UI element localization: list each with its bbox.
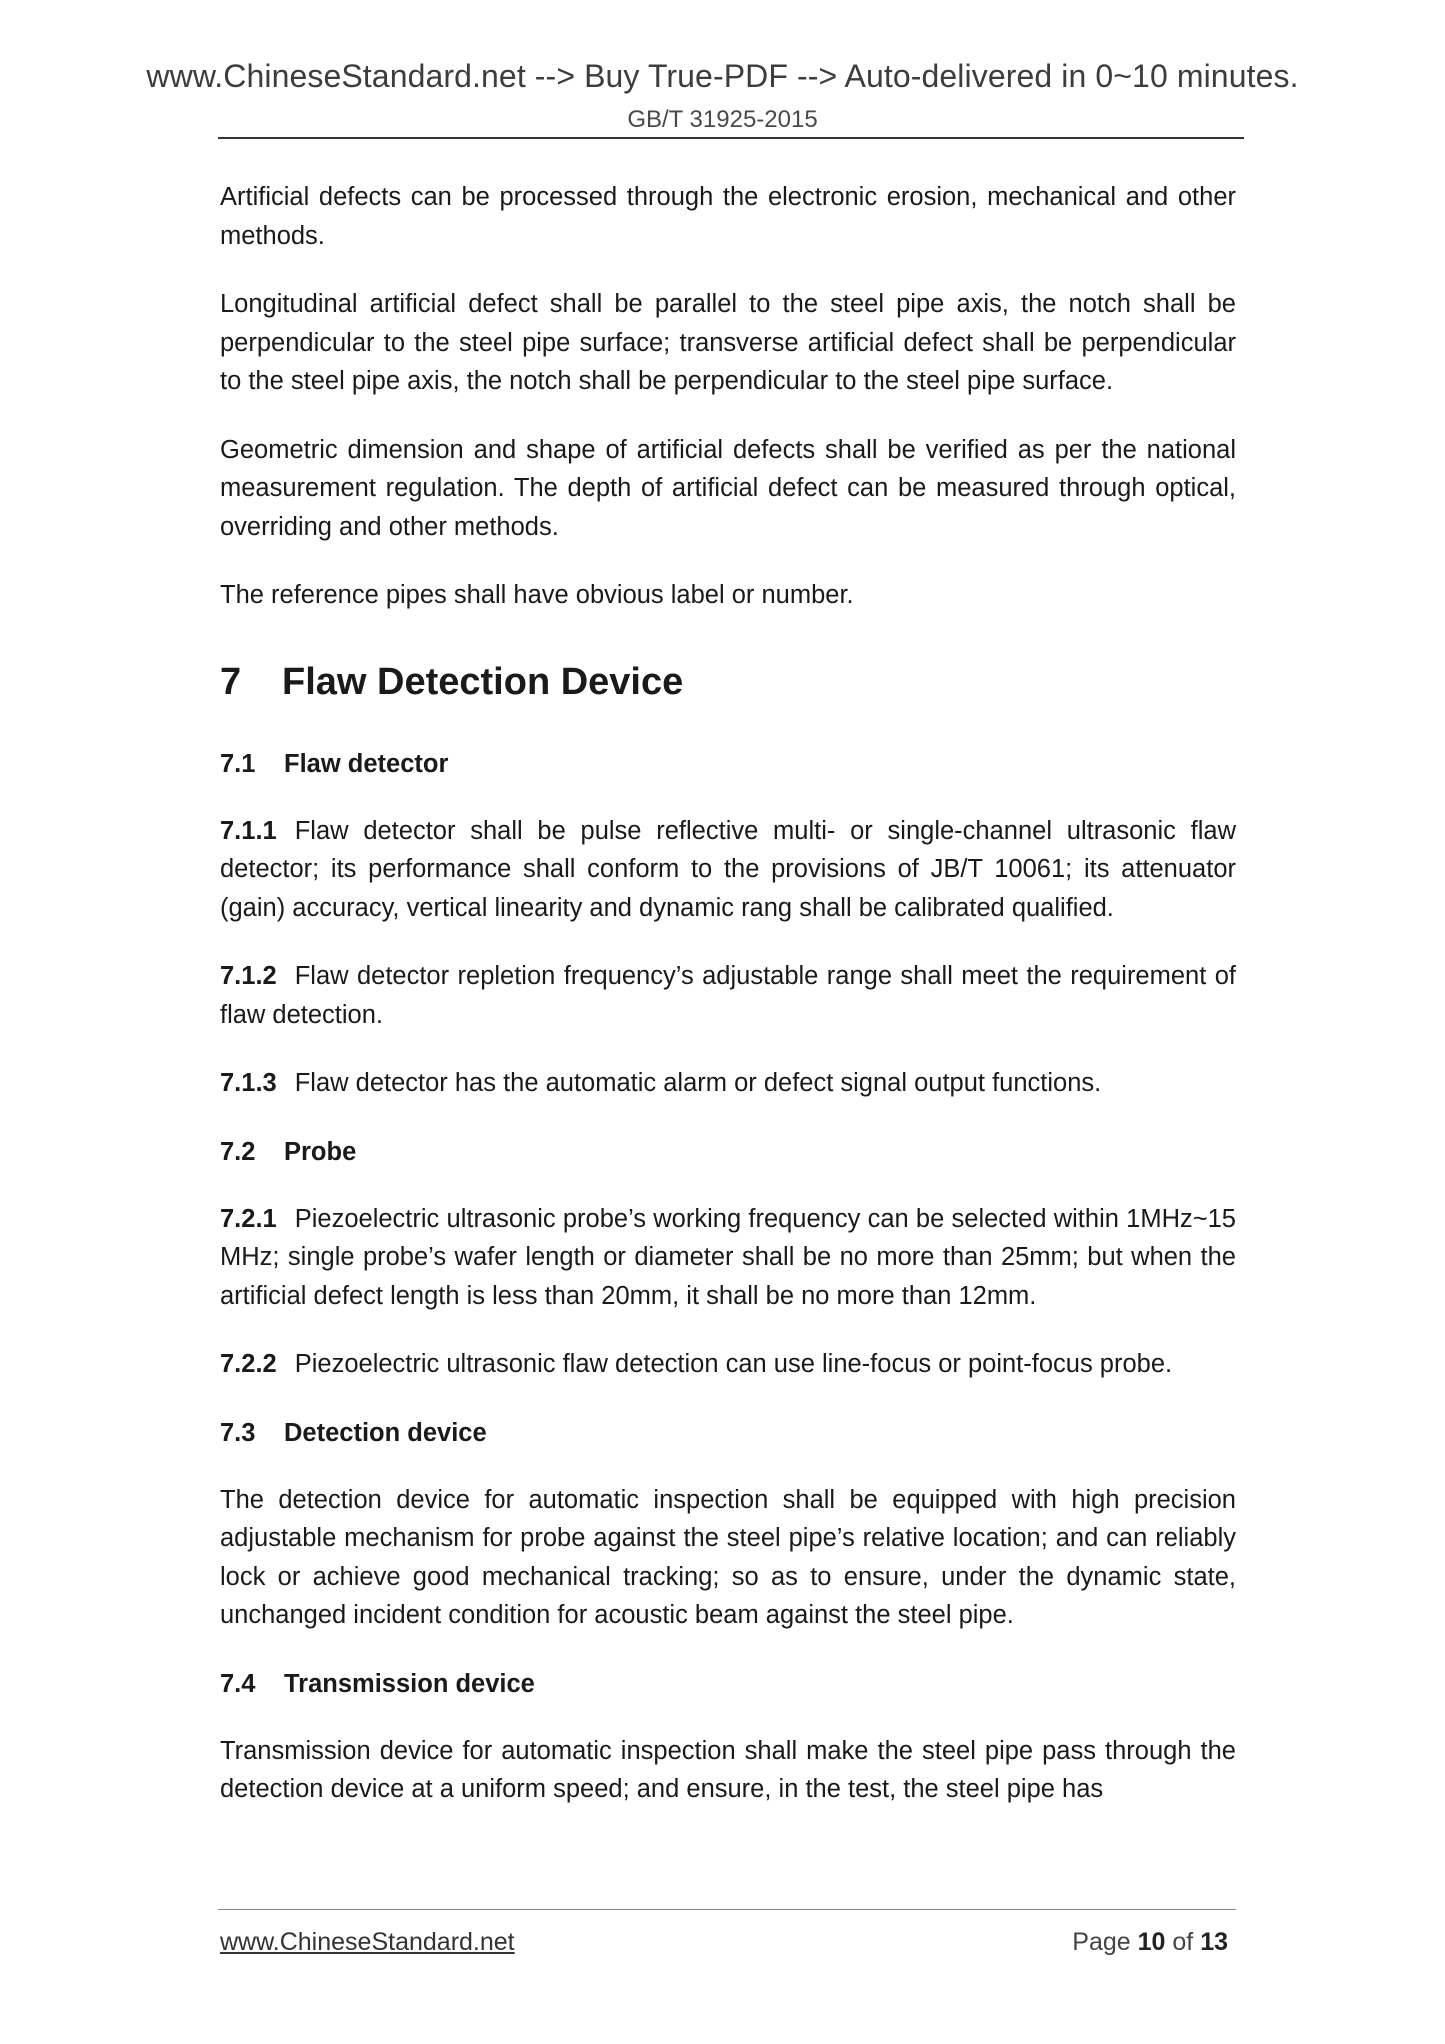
- footer-divider: [218, 1909, 1236, 1910]
- subsection-number: 7.2: [220, 1137, 256, 1166]
- section-title: Flaw Detection Device: [282, 660, 684, 703]
- subsection-number: 7.1: [220, 749, 256, 778]
- page-word: Page: [1072, 1928, 1131, 1956]
- subsection-title: Transmission device: [284, 1669, 535, 1698]
- clause-7-1-3: [220, 1064, 1236, 1103]
- paragraph-reference-label: The reference pipes shall have obvious label or number.: [220, 581, 854, 609]
- clause-text: Flaw detector shall be pulse reflective multi- or single-channel ultrasonic flaw detector; its performance shall conform to the provisions of JB/T 10061; its attenuator (gain) accuracy, vertical linearity and dynamic rang shall be calibrated qualified.: [220, 816, 1236, 922]
- clause-7-1-1: [220, 812, 1236, 928]
- clause-7-2-2: [220, 1345, 1236, 1384]
- clause-text: Piezoelectric ultrasonic probe’s working frequency can be selected within 1MHz~15 MHz; single probe’s wafer length or diameter shall be no more than 25mm; but when the artificial defect length is less than 20mm, it shall be no more than 12mm.: [220, 1204, 1236, 1310]
- section-heading: [220, 659, 1236, 705]
- clause-number: 7.2.2: [220, 1350, 277, 1378]
- subsection-title: Flaw detector: [284, 749, 449, 778]
- paragraph-defect-verification: Geometric dimension and shape of artificial defects shall be verified as per the national measurement regulation. The depth of artificial defect can be measured through optical, overriding and other methods.: [220, 435, 1236, 541]
- paragraph-detection-device: The detection device for automatic inspection shall be equipped with high precision adjustable mechanism for probe against the steel pipe’s relative location; and can reliably lock or achieve good mechanical tracking; so as to ensure, under the dynamic state, unchanged incident condition for acoustic beam against the steel pipe.: [220, 1485, 1236, 1629]
- header-banner: www.ChineseStandard.net --> Buy True-PDF --> Auto-delivered in 0~10 minutes.: [146, 58, 1299, 94]
- paragraph-defect-orientation: Longitudinal artificial defect shall be parallel to the steel pipe axis, the notch shall be perpendicular to the steel pipe surface; transverse artificial defect shall be perpendicular to the steel pipe axis, the notch shall be perpendicular to the steel pipe surface.: [220, 290, 1236, 395]
- page-total: 13: [1200, 1928, 1228, 1956]
- paragraph-defect-processing: Artificial defects can be processed through the electronic erosion, mechanical and other methods.: [220, 183, 1236, 250]
- header-divider: [218, 137, 1244, 139]
- subsection-heading-7-1: [220, 745, 1236, 783]
- document-body: [220, 178, 1236, 1839]
- clause-7-1-2: [220, 957, 1236, 1034]
- subsection-number: 7.4: [220, 1669, 256, 1698]
- section-number: 7: [220, 660, 242, 703]
- subsection-title: Detection device: [284, 1418, 487, 1447]
- footer-site-link[interactable]: www.ChineseStandard.net: [220, 1928, 515, 1956]
- clause-number: 7.2.1: [220, 1204, 277, 1233]
- clause-7-2-1: [220, 1200, 1236, 1316]
- page-indicator: [1072, 1928, 1228, 1957]
- subsection-heading-7-2: [220, 1133, 1236, 1171]
- subsection-heading-7-4: [220, 1665, 1236, 1703]
- subsection-heading-7-3: [220, 1414, 1236, 1452]
- subsection-number: 7.3: [220, 1418, 256, 1447]
- paragraph-transmission-device: Transmission device for automatic inspection shall make the steel pipe pass through the detection device at a uniform speed; and ensure, in the test, the steel pipe has: [220, 1736, 1236, 1803]
- clause-number: 7.1.3: [220, 1069, 277, 1097]
- clause-text: Flaw detector has the automatic alarm or defect signal output functions.: [294, 1069, 1102, 1097]
- page-of: of: [1172, 1928, 1194, 1956]
- clause-text: Piezoelectric ultrasonic flaw detection can use line-focus or point-focus probe.: [294, 1350, 1173, 1378]
- clause-number: 7.1.1: [220, 816, 277, 845]
- standard-number: GB/T 31925-2015: [627, 106, 818, 133]
- clause-text: Flaw detector repletion frequency’s adjustable range shall meet the requirement of flaw detection.: [220, 962, 1236, 1029]
- page-current: 10: [1137, 1928, 1166, 1956]
- subsection-title: Probe: [284, 1137, 357, 1166]
- clause-number: 7.1.2: [220, 962, 277, 990]
